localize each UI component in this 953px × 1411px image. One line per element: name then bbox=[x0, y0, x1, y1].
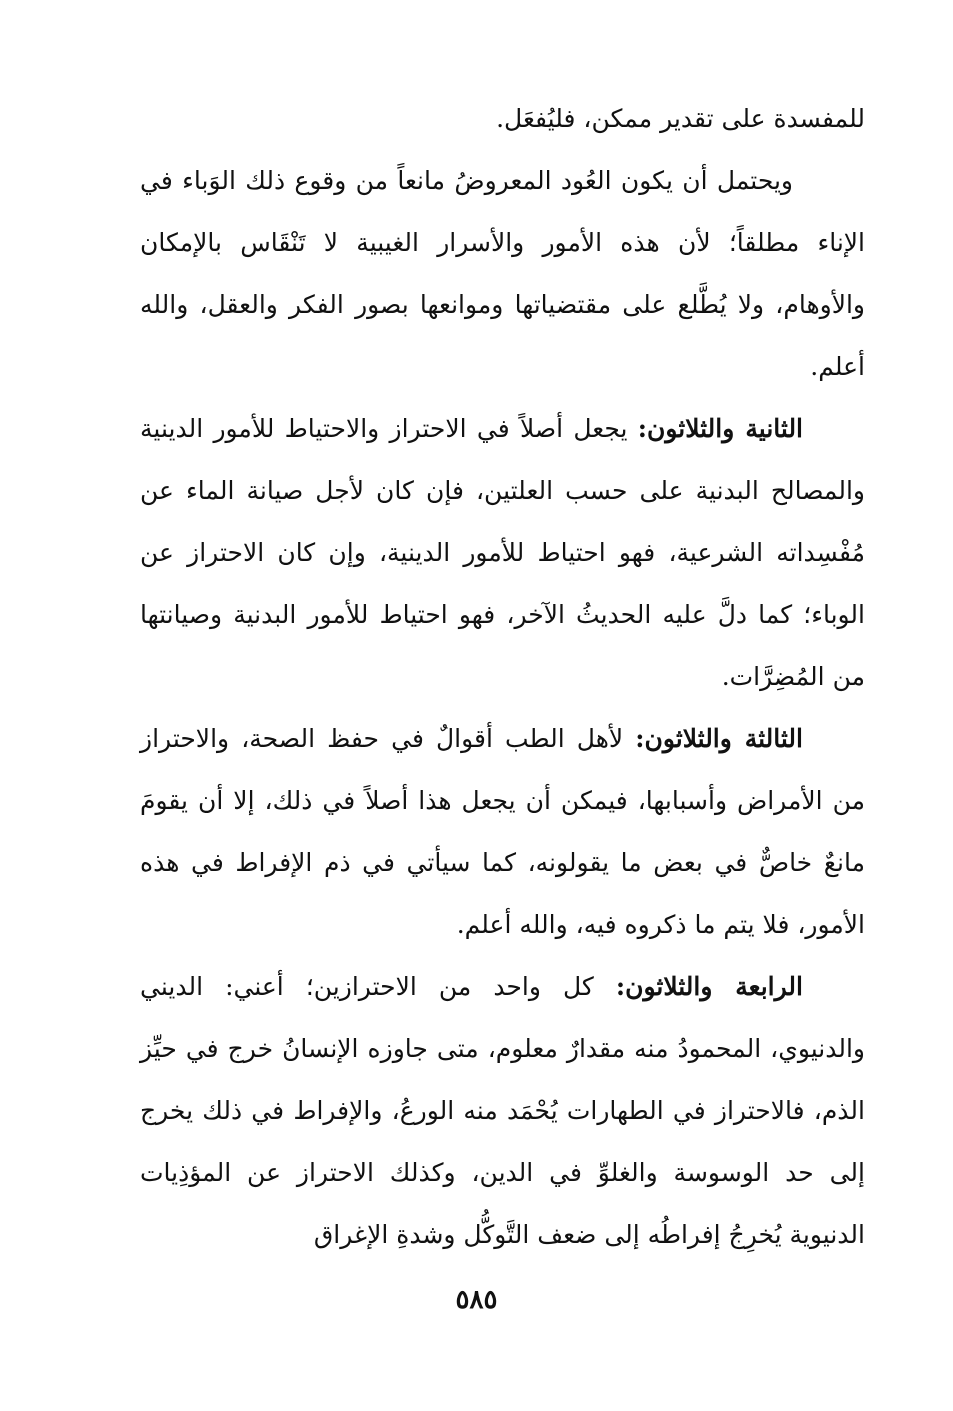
paragraph-wood-note bbox=[140, 150, 865, 398]
paragraph-thirty-second bbox=[140, 398, 865, 708]
paragraph-text: ويحتمل أن يكون العُود المعروضُ مانعاً من وقوع ذلك الوَباء في الإناء مطلقاً؛ لأن هذه الأمور والأسرار الغيبية لا تَنْقَاس بالإمكان والأوهام، ولا يُطَّلع على مقتضياتها وموانعها بصور الفكر والعقل، والله أعلم. bbox=[140, 166, 865, 381]
paragraph-text: كل واحد من الاحترازين؛ أعني: الديني والدنيوي، المحمودُ منه مقدارٌ معلوم، متى جاوزه الإنسانُ خرج في حيِّز الذم، فالاحتراز في الطهارات يُحْمَد منه الورعُ، والإفراط في ذلك يخرج إلى حد الوسوسة والغلوِّ في الدين، وكذلك الاحتراز عن المؤذِيات الدنيوية يُخرِجُ إفراطُه إلى ضعف التَّوكُّل وشدةِ الإغراق bbox=[140, 972, 865, 1249]
paragraph-lead: الثالثة والثلاثون: bbox=[635, 724, 803, 753]
paragraph-text: يجعل أصلاً في الاحتراز والاحتياط للأمور الدينية والمصالح البدنية على حسب العلتين، فإن كان لأجل صيانة الماء عن مُفْسِداته الشرعية، فهو احتياط للأمور الدينية، وإن كان الاحتراز عن الوباء؛ كما دلَّ عليه الحديثُ الآخر، فهو احتياط للأمور البدنية وصيانتها من المُضِرَّات. bbox=[140, 414, 865, 691]
paragraph-thirty-third bbox=[140, 708, 865, 956]
paragraph-text: للمفسدة على تقدير ممكن، فليُفعَل. bbox=[496, 104, 865, 133]
page-number: ٥٨٥ bbox=[455, 1285, 498, 1315]
paragraph-continuation bbox=[140, 88, 865, 150]
page-body bbox=[140, 88, 865, 1328]
paragraph-text: لأهل الطب أقوالٌ في حفظ الصحة، والاحتراز من الأمراض وأسبابها، فيمكن أن يجعل هذا أصلاً في ذلك، إلا أن يقومَ مانعٌ خاصٌّ في بعض ما يقولونه، كما سيأتي في ذم الإفراط في هذه الأمور، فلا يتم ما ذكروه فيه، والله أعلم. bbox=[140, 724, 865, 939]
paragraph-lead: الرابعة والثلاثون: bbox=[615, 972, 803, 1001]
paragraph-lead: الثانية والثلاثون: bbox=[637, 414, 804, 443]
paragraph-thirty-fourth bbox=[140, 956, 865, 1266]
